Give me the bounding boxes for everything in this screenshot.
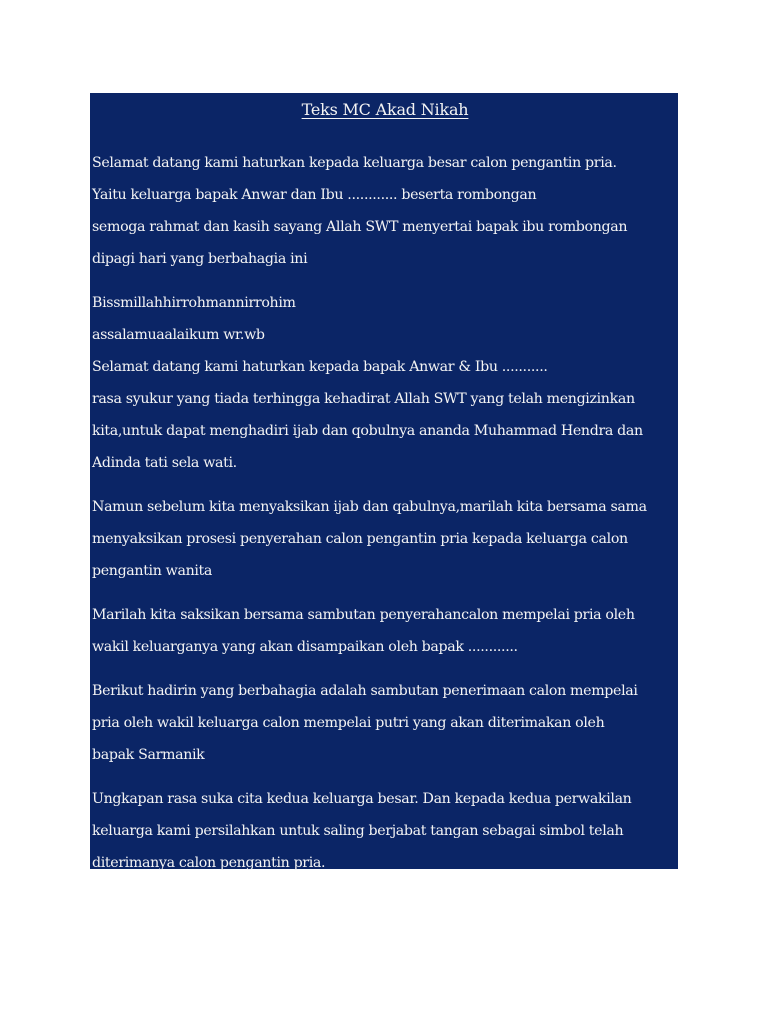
text-line: Ungkapan rasa suka cita kedua keluarga besar. Dan kepada kedua perwakilan <box>92 791 632 807</box>
text-line: semoga rahmat dan kasih sayang Allah SWT menyertai bapak ibu rombongan <box>92 219 628 235</box>
text-line: diterimanya calon pengantin pria. <box>92 855 326 871</box>
text-line: Berikut hadirin yang berbahagia adalah sambutan penerimaan calon mempelai <box>92 683 638 699</box>
paragraph-welcome <box>92 147 678 275</box>
text-line: Selamat datang kami haturkan kepada bapak Anwar & Ibu ........... <box>92 359 548 375</box>
text-line: Selamat datang kami haturkan kepada keluarga besar calon pengantin pria. <box>92 155 617 171</box>
text-line: rasa syukur yang tiada terhingga kehadirat Allah SWT yang telah mengizinkan <box>92 391 635 407</box>
text-line: keluarga kami persilahkan untuk saling berjabat tangan sebagai simbol telah <box>92 823 624 839</box>
text-line: kita,untuk dapat menghadiri ijab dan qobulnya ananda Muhammad Hendra dan <box>92 423 643 439</box>
text-line: pria oleh wakil keluarga calon mempelai putri yang akan diterimakan oleh <box>92 715 605 731</box>
text-line: menyaksikan prosesi penyerahan calon pengantin pria kepada keluarga calon <box>92 531 628 547</box>
paragraph-handshake <box>92 783 678 879</box>
paragraph-procession <box>92 491 678 587</box>
document-box <box>90 93 678 869</box>
text-line: Bissmillahhirrohmannirrohim <box>92 295 296 311</box>
text-line: Yaitu keluarga bapak Anwar dan Ibu ............ beserta rombongan <box>92 187 537 203</box>
text-line: bapak Sarmanik <box>92 747 205 763</box>
paragraph-handover-speech <box>92 599 678 663</box>
text-line: Adinda tati sela wati. <box>92 455 237 471</box>
paragraph-acceptance-speech <box>92 675 678 771</box>
text-line: Namun sebelum kita menyaksikan ijab dan qabulnya,marilah kita bersama sama <box>92 499 647 515</box>
text-line: assalamuaalaikum wr.wb <box>92 327 265 343</box>
document-title: Teks MC Akad Nikah <box>301 100 469 119</box>
text-line: wakil keluarganya yang akan disampaikan oleh bapak ............ <box>92 639 518 655</box>
text-line: dipagi hari yang berbahagia ini <box>92 251 308 267</box>
paragraph-opening <box>92 287 678 479</box>
text-line: Marilah kita saksikan bersama sambutan penyerahancalon mempelai pria oleh <box>92 607 635 623</box>
text-line: pengantin wanita <box>92 563 213 579</box>
